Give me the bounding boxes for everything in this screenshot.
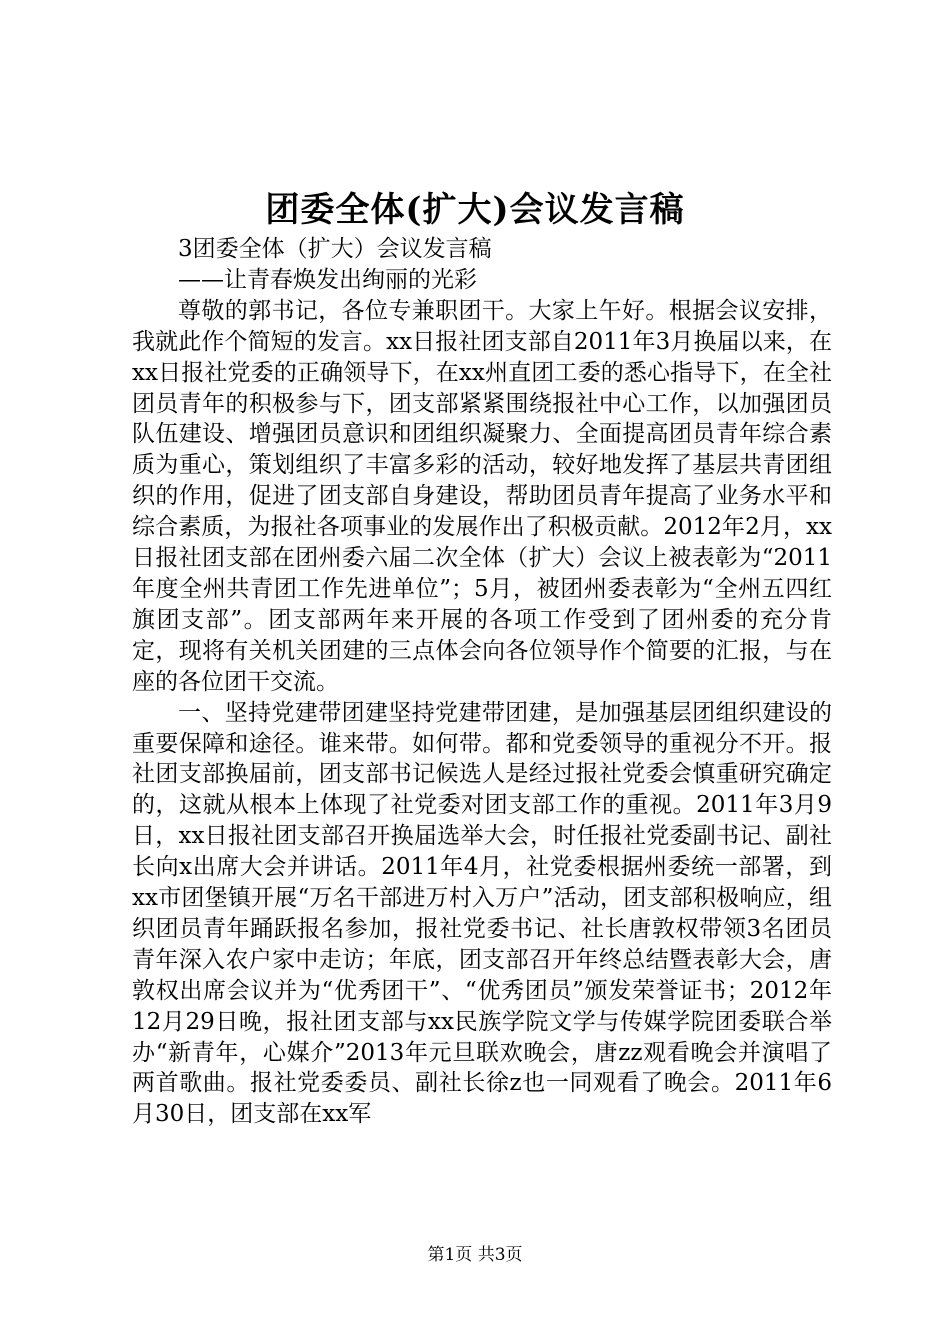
document-title: 团委全体(扩大)会议发言稿 xyxy=(265,190,685,230)
page-footer: 第1页 共3页 xyxy=(427,1245,523,1265)
document-tagline: ——让青春焕发出绚丽的光彩 xyxy=(178,266,477,293)
body-paragraph: 一、坚持党建带团建坚持党建带团建，是加强基层团组织建设的重要保障和途径。谁来带。如何带。都和党委领导的重视分不开。报社团支部换届前，团支部书记候选人是经过报社党委会慎重研究确定的，这就从根本上体现了社党委对团支部工作的重视。2011年3月9日，xx日报社团支部召开换届选举大会，时任报社党委副书记、副社长向x出席大会并讲话。2011年4月，社党委根据州委统一部署，到xx市团堡镇开展“万名干部进万村入万户”活动，团支部积极响应，组织团员青年踊跃报名参加，报社党委书记、社长唐敦权带领3名团员青年深入农户家中走访；年底，团支部召开年终总结暨表彰大会，唐敦权出席会议并为“优秀团干”、“优秀团员”颁发荣誉证书；2012年12月29日晚，报社团支部与xx民族学院文学与传媒学院团委联合举办“新青年，心媒介”2013年元旦联欢晚会，唐zz观看晚会并演唱了两首歌曲。报社党委委员、副社长徐z也一同观看了晚会。2011年6月30日，团支部在xx军 xyxy=(132,699,832,1128)
document-body xyxy=(132,234,832,1130)
document-subtitle: 3团委全体（扩大）会议发言稿 xyxy=(178,236,492,262)
body-paragraph: 尊敬的郭书记，各位专兼职团干。大家上午好。根据会议安排，我就此作个简短的发言。xx日报社团支部自2011年3月换届以来，在xx日报社党委的正确领导下，在xx州直团工委的悉心指导下，在全社团员青年的积极参与下，团支部紧紧围绕报社中心工作，以加强团员队伍建设、增强团员意识和团组织凝聚力、全面提高团员青年综合素质为重心，策划组织了丰富多彩的活动，较好地发挥了基层共青团组织的作用，促进了团支部自身建设，帮助团员青年提高了业务水平和综合素质，为报社各项事业的发展作出了积极贡献。2012年2月，xx日报社团支部在团州委六届二次全体（扩大）会议上被表彰为“2011年度全州共青团工作先进单位”；5月，被团州委表彰为“全州五四红旗团支部”。团支部两年来开展的各项工作受到了团州委的充分肯定，现将有关机关团建的三点体会向各位领导作个简要的汇报，与在座的各位团干交流。 xyxy=(132,297,832,695)
